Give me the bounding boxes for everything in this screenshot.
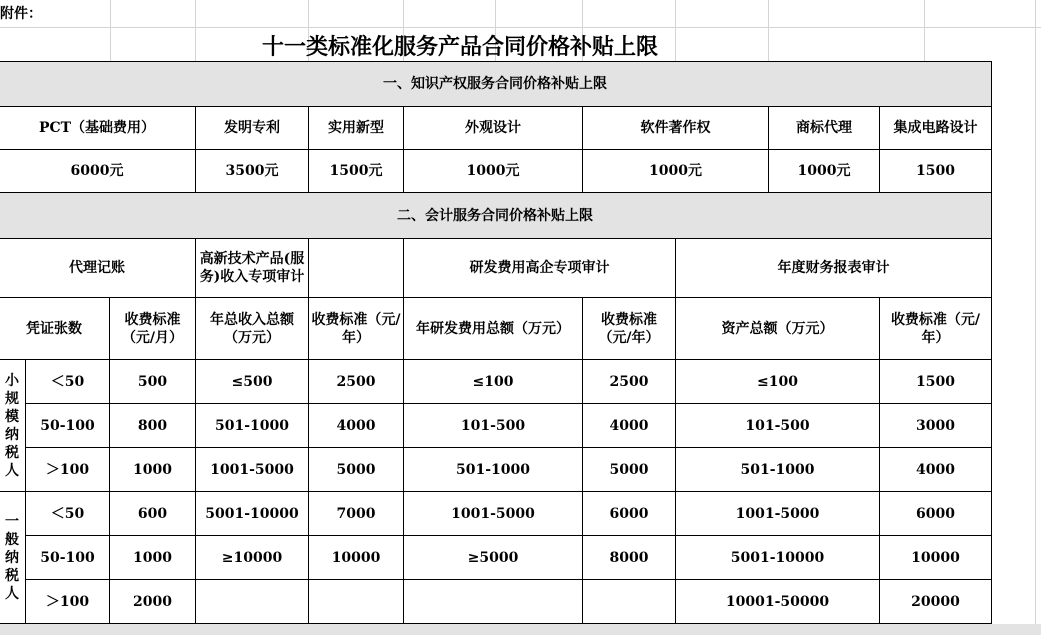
cell-fee-year-1: 2500 bbox=[309, 360, 404, 404]
subheader-fee-year-3: 收费标准（元/年） bbox=[880, 298, 992, 360]
cell-fee-year-2: 4000 bbox=[583, 404, 676, 448]
ip-header-utility: 实用新型 bbox=[309, 107, 404, 150]
taxpayer-group-label: 一 般 纳 税 人 bbox=[5, 513, 19, 602]
ip-header-ic: 集成电路设计 bbox=[880, 107, 992, 150]
ip-header-software: 软件著作权 bbox=[583, 107, 769, 150]
cell-vouchers: 50-100 bbox=[26, 536, 110, 580]
ip-value-design: 1000元 bbox=[404, 150, 583, 193]
table-row bbox=[0, 580, 992, 624]
cell-rnd-total: 1001-5000 bbox=[404, 492, 583, 536]
cell-rnd-total: ≤100 bbox=[404, 360, 583, 404]
cell-vouchers: ＞100 bbox=[26, 448, 110, 492]
page-title: 十一类标准化服务产品合同价格补贴上限 bbox=[261, 34, 658, 60]
ip-value-trademark: 1000元 bbox=[769, 150, 880, 193]
bottom-row-strip bbox=[0, 624, 1041, 635]
table-row bbox=[0, 492, 992, 536]
taxpayer-small bbox=[0, 360, 26, 492]
cell-fee-month: 1000 bbox=[110, 536, 196, 580]
cell-rnd-total: 501-1000 bbox=[404, 448, 583, 492]
table-row bbox=[0, 536, 992, 580]
ip-header-trademark: 商标代理 bbox=[769, 107, 880, 150]
taxpayer-general bbox=[0, 492, 26, 624]
cell-fee-year-1: 10000 bbox=[309, 536, 404, 580]
cell-assets: 1001-5000 bbox=[676, 492, 880, 536]
cell-fee-year-1: 5000 bbox=[309, 448, 404, 492]
cell-rnd-total: ≥5000 bbox=[404, 536, 583, 580]
cell-fee-year-1: 4000 bbox=[309, 404, 404, 448]
cell-rnd-total bbox=[404, 580, 583, 624]
group-header-blank bbox=[309, 239, 404, 298]
subheader-fee-month: 收费标准（元/月） bbox=[110, 298, 196, 360]
ip-header-design: 外观设计 bbox=[404, 107, 583, 150]
ip-value-pct: 6000元 bbox=[0, 150, 196, 193]
cell-vouchers: ＜50 bbox=[26, 360, 110, 404]
group-header-hightech: 高新技术产品(服务)收入专项审计 bbox=[196, 239, 309, 298]
cell-total-income bbox=[196, 580, 309, 624]
cell-assets: 101-500 bbox=[676, 404, 880, 448]
cell-fee-year-2 bbox=[583, 580, 676, 624]
ip-value-software: 1000元 bbox=[583, 150, 769, 193]
cell-fee-year-3: 6000 bbox=[880, 492, 992, 536]
cell-assets: 10001-50000 bbox=[676, 580, 880, 624]
cell-fee-year-3: 10000 bbox=[880, 536, 992, 580]
cell-assets: 5001-10000 bbox=[676, 536, 880, 580]
cell-vouchers: ＜50 bbox=[26, 492, 110, 536]
cell-fee-month: 2000 bbox=[110, 580, 196, 624]
cell-fee-year-2: 2500 bbox=[583, 360, 676, 404]
attachment-label: 附件： bbox=[0, 6, 42, 22]
taxpayer-group-label: 小 规 模 纳 税 人 bbox=[5, 372, 19, 479]
table-row bbox=[0, 448, 992, 492]
ip-value-ic: 1500 bbox=[880, 150, 992, 193]
cell-fee-year-3: 20000 bbox=[880, 580, 992, 624]
section2-heading: 二、会计服务合同价格补贴上限 bbox=[0, 193, 992, 239]
cell-vouchers: ＞100 bbox=[26, 580, 110, 624]
subheader-fee-year-1: 收费标准（元/年） bbox=[309, 298, 404, 360]
cell-fee-month: 1000 bbox=[110, 448, 196, 492]
cell-fee-year-2: 8000 bbox=[583, 536, 676, 580]
cell-fee-month: 600 bbox=[110, 492, 196, 536]
cell-fee-year-3: 1500 bbox=[880, 360, 992, 404]
cell-fee-year-2: 6000 bbox=[583, 492, 676, 536]
cell-total-income: ≤500 bbox=[196, 360, 309, 404]
group-header-annual: 年度财务报表审计 bbox=[676, 239, 992, 298]
cell-fee-month: 800 bbox=[110, 404, 196, 448]
cell-fee-year-2: 5000 bbox=[583, 448, 676, 492]
price-table bbox=[0, 61, 992, 624]
cell-vouchers: 50-100 bbox=[26, 404, 110, 448]
cell-fee-month: 500 bbox=[110, 360, 196, 404]
cell-total-income: 5001-10000 bbox=[196, 492, 309, 536]
ip-value-invention: 3500元 bbox=[196, 150, 309, 193]
cell-assets: ≤100 bbox=[676, 360, 880, 404]
cell-total-income: ≥10000 bbox=[196, 536, 309, 580]
table-row bbox=[0, 404, 992, 448]
cell-total-income: 1001-5000 bbox=[196, 448, 309, 492]
subheader-assets: 资产总额（万元） bbox=[676, 298, 880, 360]
cell-fee-year-1 bbox=[309, 580, 404, 624]
section1-heading: 一、知识产权服务合同价格补贴上限 bbox=[0, 62, 992, 107]
ip-header-pct: PCT（基础费用） bbox=[0, 107, 196, 150]
group-header-bookkeeping: 代理记账 bbox=[0, 239, 196, 298]
cell-fee-year-3: 3000 bbox=[880, 404, 992, 448]
subheader-vouchers: 凭证张数 bbox=[0, 298, 110, 360]
table-row bbox=[0, 360, 992, 404]
cell-rnd-total: 101-500 bbox=[404, 404, 583, 448]
cell-fee-year-3: 4000 bbox=[880, 448, 992, 492]
ip-value-utility: 1500元 bbox=[309, 150, 404, 193]
subheader-total-income: 年总收入总额（万元） bbox=[196, 298, 309, 360]
cell-assets: 501-1000 bbox=[676, 448, 880, 492]
ip-header-invention: 发明专利 bbox=[196, 107, 309, 150]
cell-fee-year-1: 7000 bbox=[309, 492, 404, 536]
subheader-fee-year-2: 收费标准（元/年） bbox=[583, 298, 676, 360]
cell-total-income: 501-1000 bbox=[196, 404, 309, 448]
group-header-rnd: 研发费用高企专项审计 bbox=[404, 239, 676, 298]
subheader-rnd-total: 年研发费用总额（万元） bbox=[404, 298, 583, 360]
